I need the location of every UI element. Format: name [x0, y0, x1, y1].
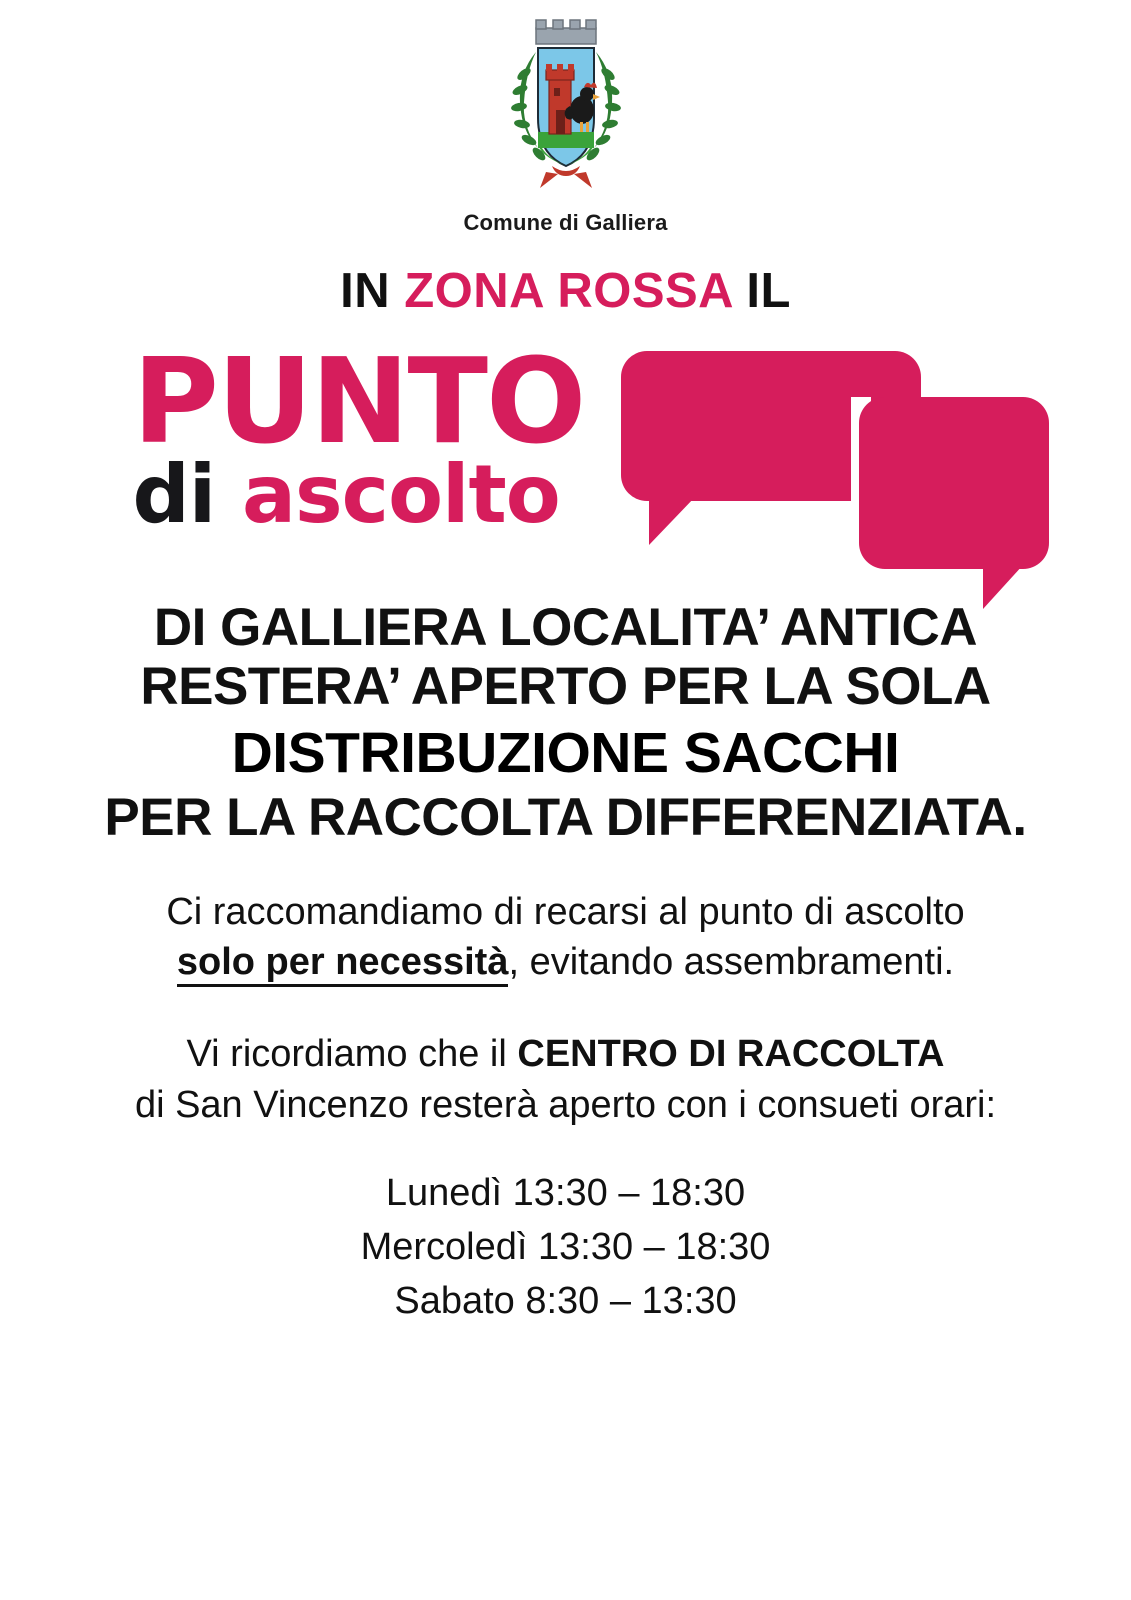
hours-row: Sabato 8:30 – 13:30 — [394, 1280, 737, 1323]
main-statement — [104, 599, 1026, 847]
punto-di-ascolto-logo — [61, 332, 1071, 581]
speech-bubbles-icon — [601, 351, 1071, 581]
kicker-before: IN — [340, 264, 405, 318]
speech-bubble-front — [859, 397, 1049, 569]
kicker-headline — [340, 266, 791, 317]
logo-line-di-ascolto — [132, 447, 601, 541]
kicker-highlight: ZONA ROSSA — [404, 264, 733, 318]
speech-bubble-back-tail — [649, 497, 695, 545]
logo-line-punto: PUNTO — [132, 332, 585, 471]
note-block — [166, 887, 964, 987]
statement-line-2: RESTERA’ APERTO PER LA SOLA — [140, 656, 991, 716]
speech-bubble-front-tail — [983, 565, 1023, 609]
crest-caption: Comune di Galliera — [463, 210, 668, 235]
opening-hours-list — [361, 1167, 771, 1329]
hours-row: Lunedì 13:30 – 18:30 — [385, 1172, 746, 1215]
note-part-1: Ci raccomandiamo di recarsi al punto di ascolto — [166, 891, 965, 934]
statement-line-3-bold: DISTRIBUZIONE SACCHI — [231, 721, 900, 786]
reminder-line-2: di San Vincenzo resterà aperto con i consueti orari: — [134, 1084, 997, 1127]
logo-word-ascolto: ascolto — [242, 447, 560, 541]
kicker-after: IL — [732, 264, 791, 318]
note-part-2: , evitando assembramenti. — [508, 941, 955, 984]
reminder-line-1-bold: CENTRO DI RACCOLTA — [517, 1033, 945, 1076]
statement-line-4: PER LA RACCOLTA DIFFERENZIATA. — [104, 787, 1027, 847]
note-emphasis: solo per necessità — [177, 941, 509, 987]
logo-text — [61, 332, 601, 541]
reminder-block — [135, 1029, 996, 1131]
coat-of-arms-icon — [496, 14, 636, 204]
statement-line-1: DI GALLIERA LOCALITA’ ANTICA — [153, 598, 978, 658]
reminder-line-1-pre: Vi ricordiamo che il — [186, 1033, 518, 1076]
logo-word-di: di — [132, 447, 243, 541]
crest-block — [463, 14, 667, 236]
hours-row: Mercoledì 13:30 – 18:30 — [360, 1226, 771, 1269]
